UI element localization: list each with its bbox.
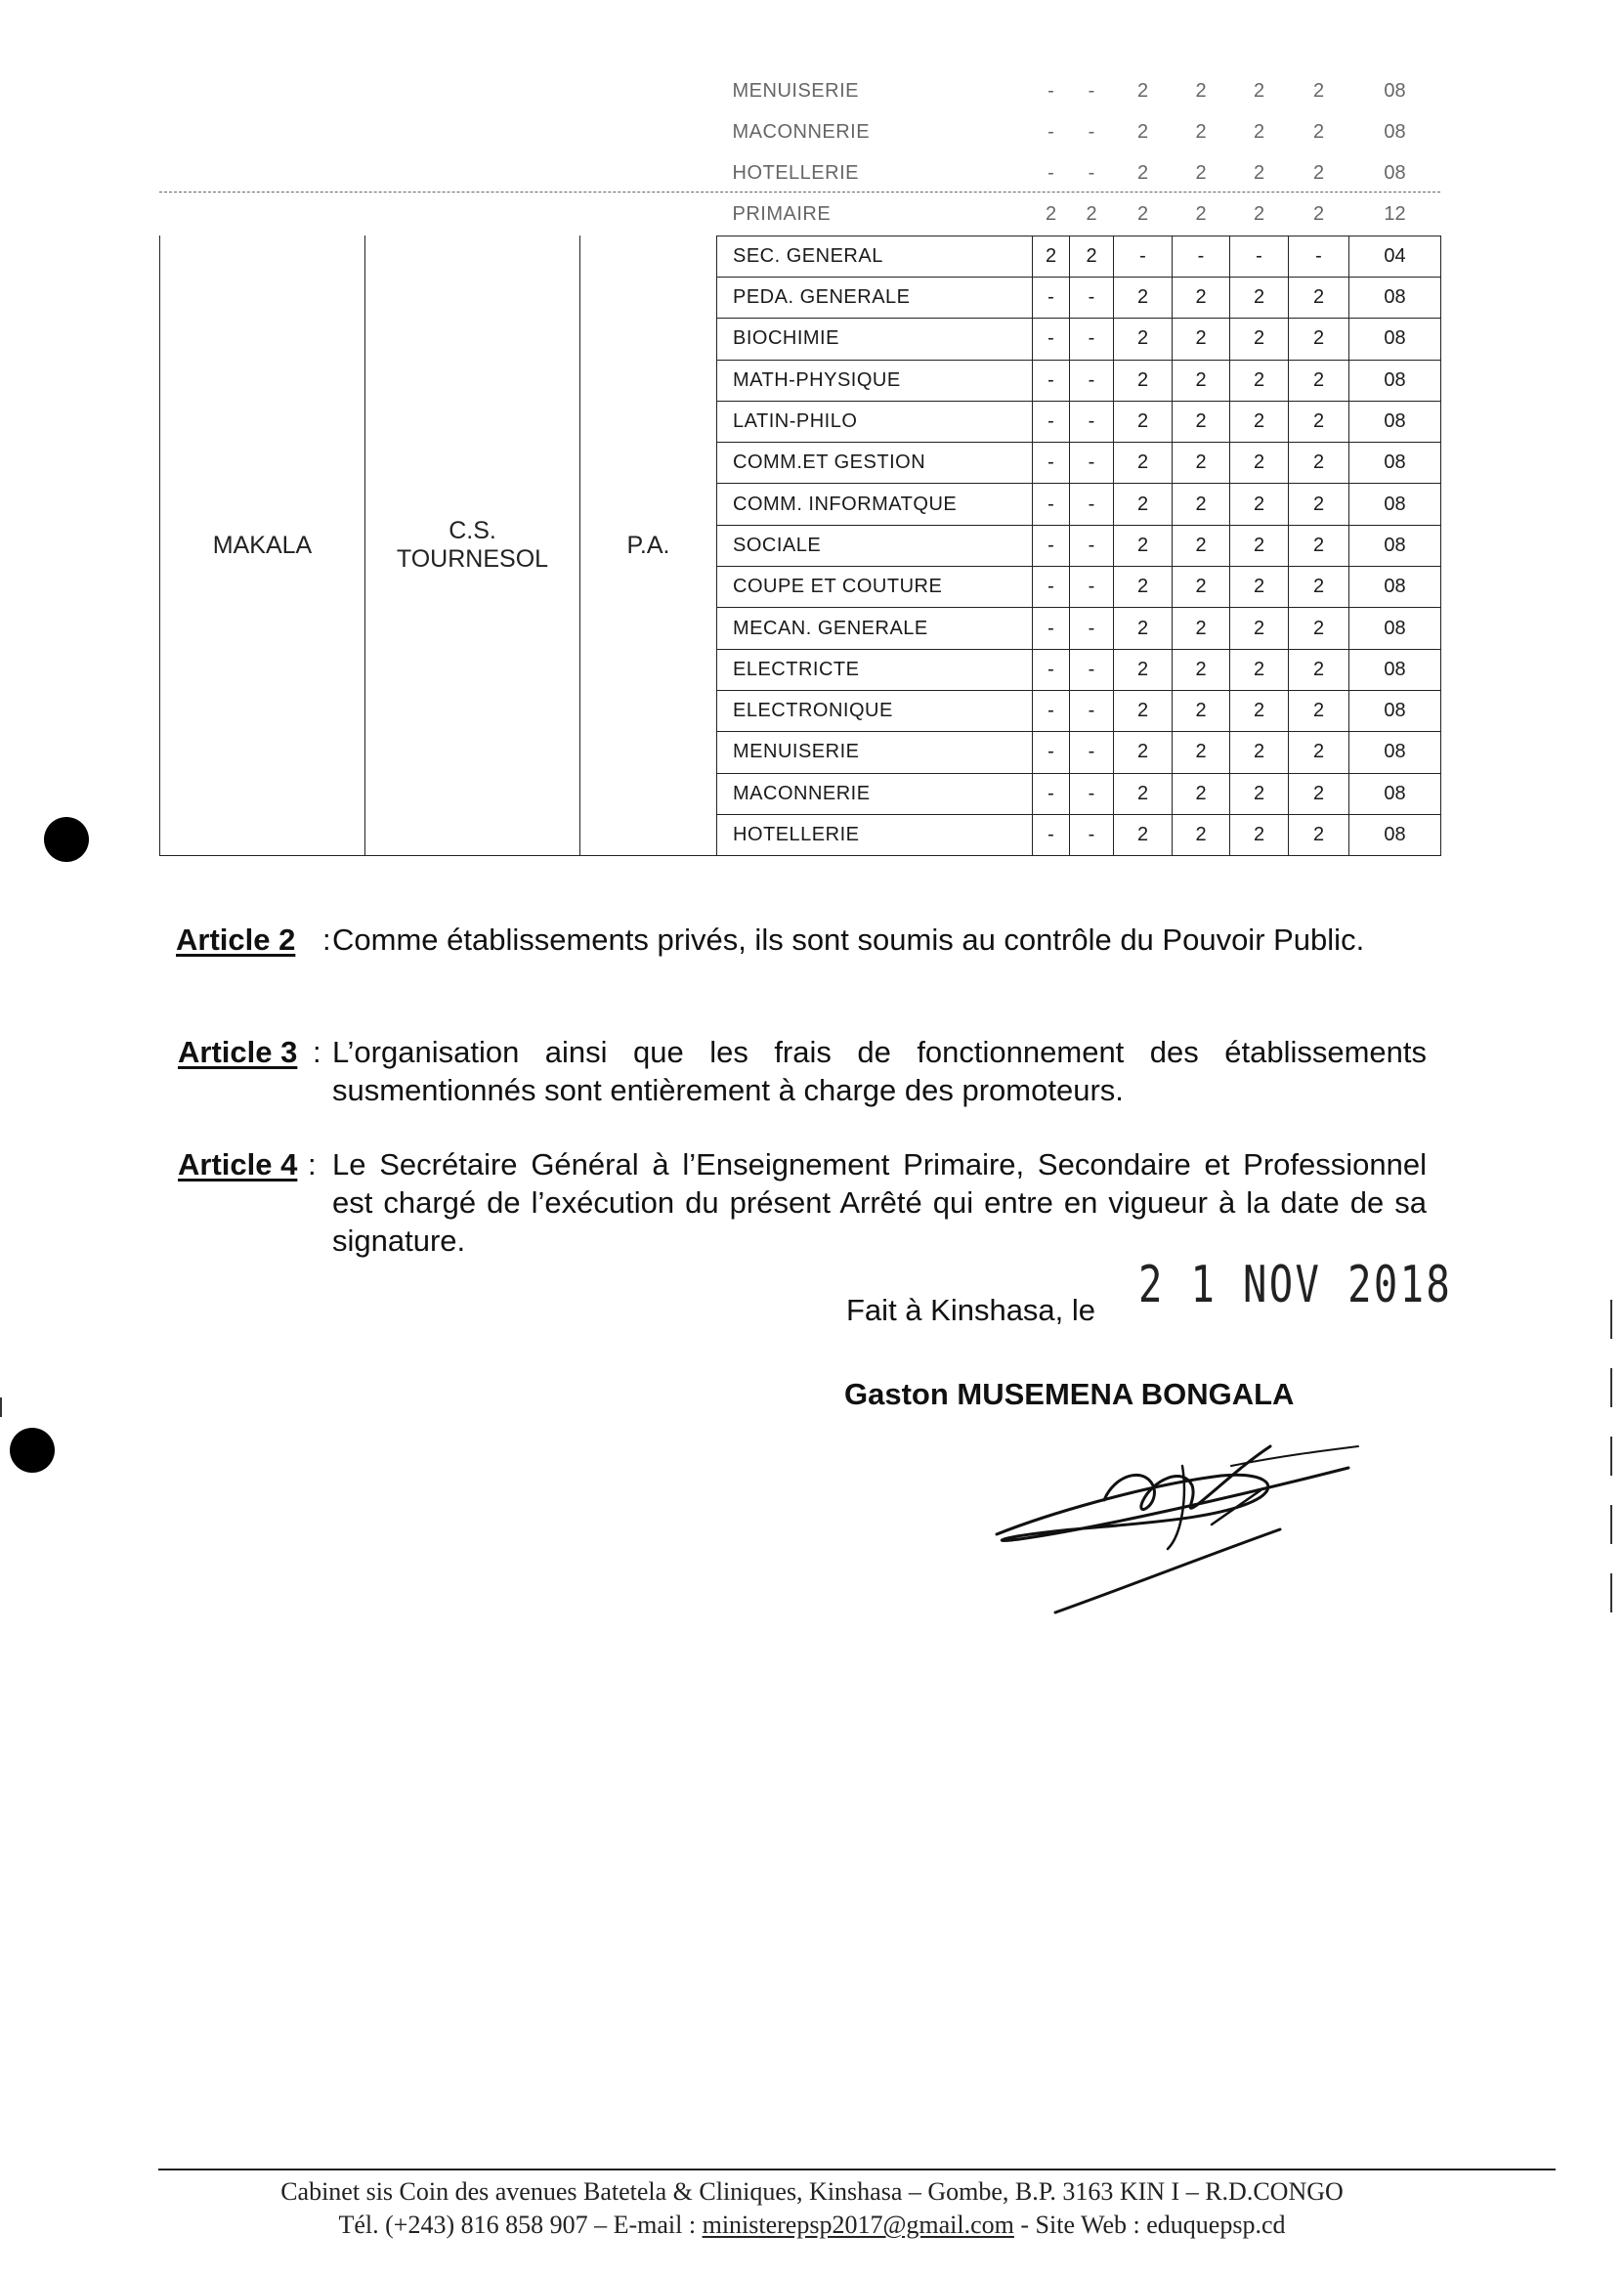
table-cell: 2 [1173,319,1230,360]
subject-cell: SEC. GENERAL [717,236,1033,277]
table-cell: - [1070,732,1114,773]
table-cell: - [1033,525,1070,566]
article-label: Article 2 [176,923,296,957]
table-cell: 2 [1230,773,1289,814]
table-cell: 2 [1033,236,1070,277]
margin-mark [1610,1573,1612,1612]
table-cell: 2 [1312,162,1325,185]
table-cell: - [1070,649,1114,690]
footer-phone: Tél. (+243) 816 858 907 – E-mail : [338,2211,703,2239]
table-cell: 2 [1289,484,1349,525]
table-cell: 08 [1384,162,1406,185]
table-cell: - [1070,360,1114,401]
article-3 [176,1033,1427,1109]
school-cell: C.S. TOURNESOL [365,236,580,855]
subject-cell: COMM. INFORMATQUE [717,484,1033,525]
table-cell: 2 [1230,690,1289,731]
table-cell: 04 [1349,236,1441,277]
table-cell: 2 [1114,690,1173,731]
margin-mark [1610,1368,1612,1407]
table-cell: 2 [1173,814,1230,855]
table-cell: 2 [1136,79,1149,102]
subject-cell: HOTELLERIE [717,814,1033,855]
punch-hole [10,1428,55,1473]
table-cell: - [1033,690,1070,731]
place-and-date-label: Fait à Kinshasa, le [846,1293,1096,1327]
table-cell: 2 [1289,401,1349,442]
table-cell: - [1070,401,1114,442]
table-cell: 08 [1349,484,1441,525]
table-cell: 2 [1289,360,1349,401]
table-cell: - [1033,319,1070,360]
table-cell: - [1088,79,1095,102]
subject-cell: ELECTRICTE [717,649,1033,690]
table-cell: 2 [1114,649,1173,690]
margin-mark [1610,1505,1612,1544]
table-cell: 2 [1173,525,1230,566]
table-cell: - [1033,814,1070,855]
table-cell: 2 [1230,401,1289,442]
table-cell: 2 [1114,525,1173,566]
article-text: L’organisation ainsi que les frais de fonctionnement des établissements susmentionnés sont entièrement à charge des promoteurs. [332,1035,1427,1107]
table-cell: - [1173,236,1230,277]
table-cell: 2 [1173,277,1230,318]
table-cell: - [1070,608,1114,649]
table-cell: 08 [1349,277,1441,318]
regime-cell: P.A. [580,236,717,855]
subject-cell: BIOCHIMIE [717,319,1033,360]
table-cell: 2 [1230,649,1289,690]
table-row [160,111,1441,152]
table-cell: 2 [1289,443,1349,484]
table-cell: 2 [1114,484,1173,525]
table-cell: 2 [1289,525,1349,566]
table-cell: 2 [1173,608,1230,649]
subject-cell: HOTELLERIE [732,162,859,185]
table-row [160,236,1441,277]
table-cell: 2 [1114,732,1173,773]
table-cell: - [1070,690,1114,731]
table-cell: - [1033,360,1070,401]
table-cell: - [1033,443,1070,484]
table-cell: - [1070,443,1114,484]
table-cell: 2 [1253,79,1265,102]
table-cell: - [1033,484,1070,525]
table-cell: 2 [1114,773,1173,814]
signature-icon [987,1407,1397,1622]
table-cell: 2 [1230,484,1289,525]
table-cell: 08 [1349,649,1441,690]
table-cell: 2 [1136,120,1149,143]
table-cell: 2 [1114,401,1173,442]
table-cell: 08 [1349,814,1441,855]
article-label: Article 4 [178,1147,298,1181]
table-cell: 2 [1114,443,1173,484]
article-text: Comme établissements privés, ils sont soumis au contrôle du Pouvoir Public. [332,923,1365,957]
table-cell: - [1070,484,1114,525]
article-text: Le Secrétaire Général à l’Enseignement Primaire, Secondaire et Professionnel est chargé de l’exécution du présent Arrêté qui entre en vigueur à la date de sa signature. [332,1147,1427,1258]
table-cell: 2 [1173,484,1230,525]
table-cell: 2 [1253,203,1265,226]
table-cell: - [1033,567,1070,608]
subject-cell: MATH-PHYSIQUE [717,360,1033,401]
table-cell: - [1047,162,1054,185]
table-cell: 2 [1230,277,1289,318]
table-row [160,153,1441,194]
table-cell: 2 [1230,360,1289,401]
table-cell: 2 [1114,608,1173,649]
table-cell: 2 [1173,567,1230,608]
footer-address: Cabinet sis Coin des avenues Batetela & Cliniques, Kinshasa – Gombe, B.P. 3163 KIN I – R.D.CONGO [280,2177,1344,2206]
article-2 [176,921,1427,959]
article-sep: : [322,923,331,957]
table-cell: 2 [1289,773,1349,814]
footer-contact [0,2211,1624,2240]
table-cell: 2 [1230,567,1289,608]
table-cell: - [1033,732,1070,773]
table-cell: 08 [1349,773,1441,814]
table-cell: 2 [1312,203,1325,226]
table-cell: - [1230,236,1289,277]
table-cell: 2 [1289,690,1349,731]
table-row [160,70,1441,111]
subject-cell: MACONNERIE [717,773,1033,814]
table-separator [159,192,1440,193]
footer-email[interactable]: ministerepsp2017@gmail.com [702,2211,1014,2239]
table-cell: 2 [1173,773,1230,814]
table-cell: 2 [1289,732,1349,773]
article-sep: : [308,1147,317,1181]
table-cell: 08 [1349,525,1441,566]
footer-website: - Site Web : eduquepsp.cd [1013,2211,1286,2239]
table-cell: - [1070,773,1114,814]
table-cell: 2 [1114,567,1173,608]
punch-hole [44,817,89,862]
table-cell: 2 [1289,277,1349,318]
table-cell: 2 [1289,608,1349,649]
table-cell: 2 [1312,79,1325,102]
article-label: Article 3 [178,1035,298,1069]
table-cell: 12 [1384,203,1406,226]
table-cell: 2 [1289,814,1349,855]
table-cell: 08 [1349,319,1441,360]
table-cell: - [1070,814,1114,855]
margin-mark [1610,1437,1612,1476]
table-cell: - [1033,608,1070,649]
subject-cell: COMM.ET GESTION [717,443,1033,484]
establishments-table [159,70,1440,856]
table-cell: - [1088,162,1095,185]
table-cell: - [1070,567,1114,608]
table-cell: 2 [1230,608,1289,649]
table-cell: 2 [1136,203,1149,226]
table-cell: - [1289,236,1349,277]
date-stamp: 2 1 NOV 2018 [1138,1256,1453,1314]
table-cell: 08 [1349,401,1441,442]
margin-mark [0,1397,2,1417]
table-cell: 2 [1173,649,1230,690]
table-cell: 2 [1195,79,1207,102]
subject-cell: ELECTRONIQUE [717,690,1033,731]
subject-cell: MENUISERIE [732,79,859,102]
table-cell: 08 [1349,608,1441,649]
table-cell: 2 [1195,162,1207,185]
table-cell: - [1033,649,1070,690]
table-cell: 2 [1230,814,1289,855]
table-cell: 2 [1114,360,1173,401]
table-cell: 2 [1230,319,1289,360]
signer-name: Gaston MUSEMENA BONGALA [844,1377,1295,1411]
table-cell: - [1070,525,1114,566]
table-cell: 2 [1312,120,1325,143]
table-cell: 2 [1230,525,1289,566]
table-cell: - [1033,773,1070,814]
table-cell: 2 [1045,203,1057,226]
table-cell: 08 [1349,360,1441,401]
subject-cell: COUPE ET COUTURE [717,567,1033,608]
table-row [160,194,1441,236]
table-cell: 2 [1253,162,1265,185]
commune-cell: MAKALA [160,236,365,855]
table-cell: 2 [1173,443,1230,484]
table-cell: 2 [1086,203,1097,226]
table-cell: 2 [1114,277,1173,318]
table-cell: 2 [1253,120,1265,143]
table-cell: 2 [1289,649,1349,690]
table-cell: 2 [1173,690,1230,731]
article-sep: : [313,1035,321,1069]
table-cell: 2 [1136,162,1149,185]
article-4 [176,1145,1427,1260]
table-cell: 2 [1114,814,1173,855]
table-cell: 08 [1384,79,1406,102]
table-cell: 08 [1349,690,1441,731]
margin-mark [1610,1300,1612,1339]
table-cell: 08 [1384,120,1406,143]
table-cell: - [1047,120,1054,143]
table-cell: 2 [1114,319,1173,360]
table-cell: 2 [1173,401,1230,442]
subject-cell: LATIN-PHILO [717,401,1033,442]
table-cell: 2 [1289,567,1349,608]
subject-cell: MECAN. GENERALE [717,608,1033,649]
table-cell: 2 [1173,732,1230,773]
table-cell: 2 [1230,732,1289,773]
table-cell: - [1033,401,1070,442]
table-cell: 2 [1173,360,1230,401]
subject-cell: MACONNERIE [732,120,871,143]
table-cell: - [1033,277,1070,318]
table-cell: - [1088,120,1095,143]
subject-cell: MENUISERIE [717,732,1033,773]
table-cell: 08 [1349,732,1441,773]
table-cell: - [1070,319,1114,360]
subject-cell: PRIMAIRE [732,203,832,226]
table-cell: - [1047,79,1054,102]
table-cell: 2 [1230,443,1289,484]
table-cell: 08 [1349,567,1441,608]
table-cell: - [1114,236,1173,277]
footer-rule [158,2169,1556,2170]
table-cell: 08 [1349,443,1441,484]
table-cell: 2 [1195,203,1207,226]
table-cell: 2 [1289,319,1349,360]
subject-cell: PEDA. GENERALE [717,277,1033,318]
table-cell: 2 [1195,120,1207,143]
subject-cell: SOCIALE [717,525,1033,566]
table-cell: - [1070,277,1114,318]
table-cell: 2 [1070,236,1114,277]
